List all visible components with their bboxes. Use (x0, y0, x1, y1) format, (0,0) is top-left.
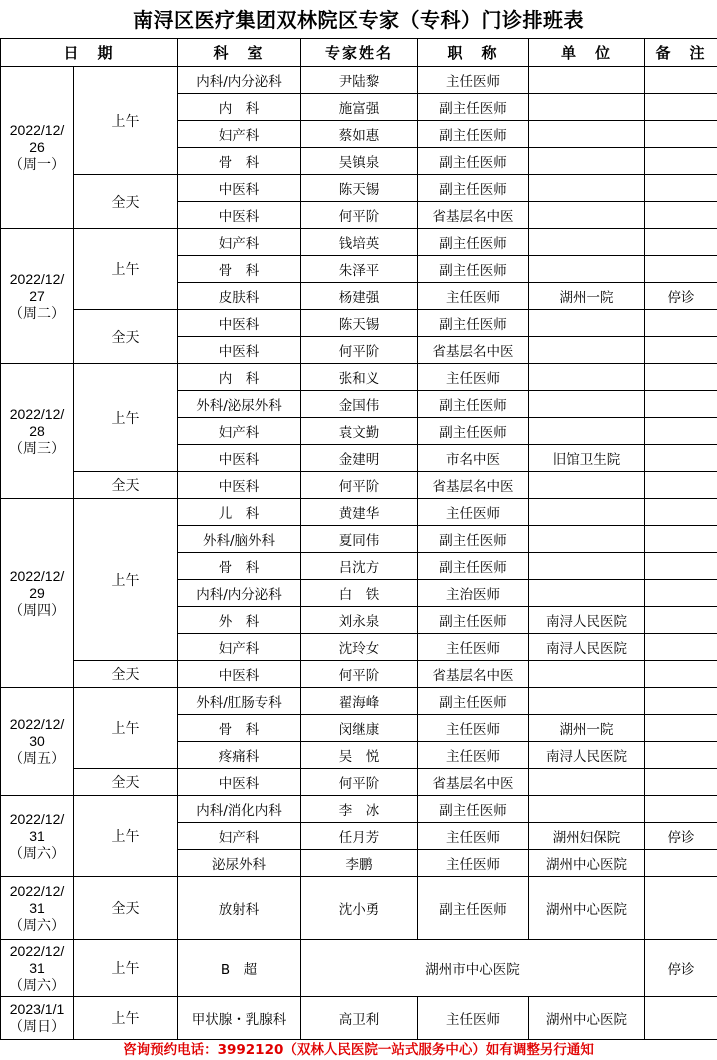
expert-name-cell: 张和义 (301, 364, 418, 391)
unit-cell: 湖州一院 (529, 715, 645, 742)
expert-name-cell: 钱培英 (301, 229, 418, 256)
date-line: 31 (29, 959, 45, 976)
table-row (1, 877, 717, 940)
note-cell (645, 310, 717, 337)
expert-name-cell: 任月芳 (301, 823, 418, 850)
session-cell: 上午 (74, 997, 178, 1040)
note-cell (645, 850, 717, 877)
header-expert-name: 专家姓名 (301, 39, 418, 67)
expert-name-cell: 金建明 (301, 445, 418, 472)
unit-cell (529, 229, 645, 256)
expert-name-cell: 尹陆黎 (301, 67, 418, 94)
title-cell: 主任医师 (418, 634, 529, 661)
department-cell: 骨 科 (178, 148, 301, 175)
note-cell (645, 391, 717, 418)
schedule-body (1, 67, 717, 1040)
note-cell (645, 202, 717, 229)
date-line: 2022/12/ (9, 122, 65, 138)
date-line: 2022/12/ (9, 405, 65, 422)
session-cell: 上午 (74, 364, 178, 472)
table-row (1, 310, 717, 337)
unit-cell (529, 148, 645, 175)
expert-name-cell: 何平阶 (301, 769, 418, 796)
title-cell: 主任医师 (418, 715, 529, 742)
unit-cell (529, 121, 645, 148)
title-cell: 副主任医师 (418, 796, 529, 823)
unit-cell: 湖州中心医院 (529, 997, 645, 1040)
department-cell: 妇产科 (178, 418, 301, 445)
table-row (1, 67, 717, 94)
department-cell: 中医科 (178, 202, 301, 229)
note-cell: 停诊 (645, 283, 717, 310)
unit-cell (529, 769, 645, 796)
session-cell: 全天 (74, 472, 178, 499)
expert-name-cell: 陈天锡 (301, 310, 418, 337)
department-cell: 妇产科 (178, 634, 301, 661)
note-cell (645, 148, 717, 175)
department-cell: 中医科 (178, 472, 301, 499)
merged-unit-cell: 湖州市中心医院 (301, 940, 645, 997)
date-line: 29 (29, 584, 45, 601)
expert-name-cell: 翟海峰 (301, 688, 418, 715)
title-cell: 副主任医师 (418, 256, 529, 283)
table-row (1, 364, 717, 391)
title-cell: 副主任医师 (418, 148, 529, 175)
expert-name-cell: 沈小勇 (301, 877, 418, 940)
date-line: 31 (29, 827, 45, 844)
date-cell (1, 877, 74, 940)
date-cell (1, 229, 74, 364)
note-cell (645, 661, 717, 688)
department-cell: 皮肤科 (178, 283, 301, 310)
session-cell: 上午 (74, 796, 178, 877)
unit-cell (529, 796, 645, 823)
session-cell: 全天 (74, 661, 178, 688)
date-cell (1, 364, 74, 499)
title-cell: 副主任医师 (418, 688, 529, 715)
table-row (1, 997, 717, 1040)
title-cell: 主任医师 (418, 283, 529, 310)
expert-name-cell: 白 铁 (301, 580, 418, 607)
note-cell (645, 715, 717, 742)
title-cell: 省基层名中医 (418, 337, 529, 364)
unit-cell (529, 256, 645, 283)
unit-cell (529, 364, 645, 391)
unit-cell: 旧馆卫生院 (529, 445, 645, 472)
note-cell (645, 418, 717, 445)
expert-name-cell: 何平阶 (301, 661, 418, 688)
note-cell (645, 445, 717, 472)
department-cell: B 超 (178, 940, 301, 997)
session-cell: 上午 (74, 940, 178, 997)
note-cell (645, 742, 717, 769)
department-cell: 妇产科 (178, 229, 301, 256)
title-cell: 省基层名中医 (418, 472, 529, 499)
expert-name-cell: 何平阶 (301, 472, 418, 499)
session-cell: 上午 (74, 229, 178, 310)
expert-name-cell: 吴镇泉 (301, 148, 418, 175)
note-cell (645, 526, 717, 553)
note-cell (645, 796, 717, 823)
session-cell: 上午 (74, 688, 178, 769)
date-line: （周五） (9, 750, 65, 766)
header-title: 职 称 (418, 39, 529, 67)
department-cell: 内科/内分泌科 (178, 67, 301, 94)
expert-name-cell: 何平阶 (301, 337, 418, 364)
note-cell (645, 553, 717, 580)
date-line: 27 (29, 287, 45, 304)
date-line: 30 (29, 733, 45, 749)
note-cell (645, 364, 717, 391)
department-cell: 甲状腺・乳腺科 (178, 997, 301, 1040)
title-cell: 副主任医师 (418, 877, 529, 940)
title-cell: 市名中医 (418, 445, 529, 472)
title-cell: 副主任医师 (418, 94, 529, 121)
note-cell (645, 607, 717, 634)
unit-cell (529, 391, 645, 418)
title-cell: 主任医师 (418, 742, 529, 769)
unit-cell: 南浔人民医院 (529, 634, 645, 661)
session-cell: 全天 (74, 877, 178, 940)
note-cell: 停诊 (645, 823, 717, 850)
title-cell: 主任医师 (418, 67, 529, 94)
date-cell (1, 997, 74, 1040)
expert-name-cell: 闵继康 (301, 715, 418, 742)
unit-cell: 南浔人民医院 (529, 607, 645, 634)
note-cell (645, 688, 717, 715)
date-line: （周一） (9, 156, 65, 172)
department-cell: 中医科 (178, 661, 301, 688)
date-line: （周二） (9, 304, 65, 321)
table-row (1, 229, 717, 256)
expert-name-cell: 李鹏 (301, 850, 418, 877)
unit-cell (529, 472, 645, 499)
note-cell (645, 997, 717, 1040)
note-cell: 停诊 (645, 940, 717, 997)
note-cell (645, 337, 717, 364)
date-line: 2022/12/ (9, 567, 65, 584)
expert-name-cell: 朱泽平 (301, 256, 418, 283)
header-row (1, 39, 717, 67)
department-cell: 疼痛科 (178, 742, 301, 769)
unit-cell: 南浔人民医院 (529, 742, 645, 769)
expert-name-cell: 施富强 (301, 94, 418, 121)
title-cell: 主治医师 (418, 580, 529, 607)
title-cell: 副主任医师 (418, 310, 529, 337)
note-cell (645, 229, 717, 256)
expert-name-cell: 黄建华 (301, 499, 418, 526)
date-line: 31 (29, 899, 45, 916)
date-cell (1, 688, 74, 796)
date-line: （周四） (9, 601, 65, 618)
table-row (1, 688, 717, 715)
unit-cell: 湖州妇保院 (529, 823, 645, 850)
date-line: （周六） (9, 916, 65, 933)
title-cell: 副主任医师 (418, 553, 529, 580)
title-cell: 主任医师 (418, 850, 529, 877)
title-cell: 主任医师 (418, 823, 529, 850)
date-line: 2022/12/ (9, 270, 65, 287)
title-cell: 副主任医师 (418, 526, 529, 553)
table-row (1, 472, 717, 499)
title-cell: 省基层名中医 (418, 661, 529, 688)
header-department: 科 室 (178, 39, 301, 67)
table-row (1, 175, 717, 202)
date-line: 2023/1/1 (9, 1001, 65, 1017)
note-cell (645, 256, 717, 283)
title-cell: 副主任医师 (418, 391, 529, 418)
unit-cell (529, 553, 645, 580)
title-cell: 副主任医师 (418, 607, 529, 634)
unit-cell (529, 499, 645, 526)
date-line: 26 (29, 139, 45, 155)
title-cell: 主任医师 (418, 499, 529, 526)
note-cell (645, 121, 717, 148)
department-cell: 内 科 (178, 94, 301, 121)
date-line: 2022/12/ (9, 810, 65, 827)
department-cell: 中医科 (178, 337, 301, 364)
department-cell: 中医科 (178, 175, 301, 202)
department-cell: 外科/脑外科 (178, 526, 301, 553)
unit-cell (529, 580, 645, 607)
header-note: 备 注 (645, 39, 717, 67)
unit-cell (529, 526, 645, 553)
department-cell: 放射科 (178, 877, 301, 940)
note-cell (645, 472, 717, 499)
note-cell (645, 634, 717, 661)
title-cell: 副主任医师 (418, 121, 529, 148)
title-cell: 副主任医师 (418, 175, 529, 202)
expert-name-cell: 杨建强 (301, 283, 418, 310)
department-cell: 内科/内分泌科 (178, 580, 301, 607)
date-line: （周日） (9, 1018, 65, 1034)
session-cell: 全天 (74, 175, 178, 229)
unit-cell: 湖州中心医院 (529, 850, 645, 877)
expert-name-cell: 何平阶 (301, 202, 418, 229)
date-line: （周三） (9, 439, 65, 456)
session-cell: 全天 (74, 310, 178, 364)
expert-name-cell: 李 冰 (301, 796, 418, 823)
department-cell: 骨 科 (178, 715, 301, 742)
date-line: 2022/12/ (9, 882, 65, 899)
note-cell (645, 769, 717, 796)
unit-cell (529, 67, 645, 94)
note-cell (645, 175, 717, 202)
header-unit: 单 位 (529, 39, 645, 67)
department-cell: 中医科 (178, 445, 301, 472)
department-cell: 泌尿外科 (178, 850, 301, 877)
expert-name-cell: 陈天锡 (301, 175, 418, 202)
date-cell (1, 499, 74, 688)
department-cell: 内 科 (178, 364, 301, 391)
table-row (1, 661, 717, 688)
unit-cell (529, 202, 645, 229)
expert-name-cell: 金国伟 (301, 391, 418, 418)
title-cell: 副主任医师 (418, 418, 529, 445)
note-cell (645, 499, 717, 526)
expert-name-cell: 刘永泉 (301, 607, 418, 634)
expert-name-cell: 高卫利 (301, 997, 418, 1040)
schedule-table (0, 38, 717, 1040)
date-line: （周六） (9, 976, 65, 993)
title-cell: 副主任医师 (418, 229, 529, 256)
department-cell: 妇产科 (178, 823, 301, 850)
note-cell (645, 580, 717, 607)
date-line: （周六） (9, 844, 65, 861)
unit-cell (529, 688, 645, 715)
department-cell: 中医科 (178, 310, 301, 337)
session-cell: 上午 (74, 499, 178, 661)
unit-cell (529, 175, 645, 202)
department-cell: 中医科 (178, 769, 301, 796)
unit-cell (529, 94, 645, 121)
table-row (1, 499, 717, 526)
table-row (1, 796, 717, 823)
title-cell: 省基层名中医 (418, 202, 529, 229)
expert-name-cell: 吴 悦 (301, 742, 418, 769)
department-cell: 外科/泌尿外科 (178, 391, 301, 418)
department-cell: 儿 科 (178, 499, 301, 526)
title-cell: 省基层名中医 (418, 769, 529, 796)
expert-name-cell: 沈玲女 (301, 634, 418, 661)
note-cell (645, 94, 717, 121)
table-row (1, 769, 717, 796)
expert-name-cell: 蔡如惠 (301, 121, 418, 148)
header-date: 日 期 (1, 39, 178, 67)
date-cell (1, 67, 74, 229)
unit-cell (529, 310, 645, 337)
table-row (1, 940, 717, 997)
page-title: 南浔区医疗集团双林院区专家（专科）门诊排班表 (133, 8, 584, 32)
footer-note: 咨询预约电话：3992120（双林人民医院一站式服务中心）如有调整另行通知 (123, 1042, 594, 1058)
department-cell: 外科/肛肠专科 (178, 688, 301, 715)
note-cell (645, 67, 717, 94)
session-cell: 全天 (74, 769, 178, 796)
date-line: 2022/12/ (9, 942, 65, 959)
department-cell: 骨 科 (178, 256, 301, 283)
session-cell: 上午 (74, 67, 178, 175)
date-cell (1, 940, 74, 997)
department-cell: 骨 科 (178, 553, 301, 580)
title-cell: 主任医师 (418, 997, 529, 1040)
expert-name-cell: 袁文勤 (301, 418, 418, 445)
unit-cell (529, 661, 645, 688)
department-cell: 外 科 (178, 607, 301, 634)
department-cell: 妇产科 (178, 121, 301, 148)
unit-cell: 湖州中心医院 (529, 877, 645, 940)
expert-name-cell: 夏同伟 (301, 526, 418, 553)
date-cell (1, 796, 74, 877)
unit-cell (529, 418, 645, 445)
department-cell: 内科/消化内科 (178, 796, 301, 823)
expert-name-cell: 吕沈方 (301, 553, 418, 580)
note-cell (645, 877, 717, 940)
title-cell: 主任医师 (418, 364, 529, 391)
date-line: 28 (29, 422, 45, 439)
date-line: 2022/12/ (9, 716, 65, 732)
unit-cell: 湖州一院 (529, 283, 645, 310)
unit-cell (529, 337, 645, 364)
